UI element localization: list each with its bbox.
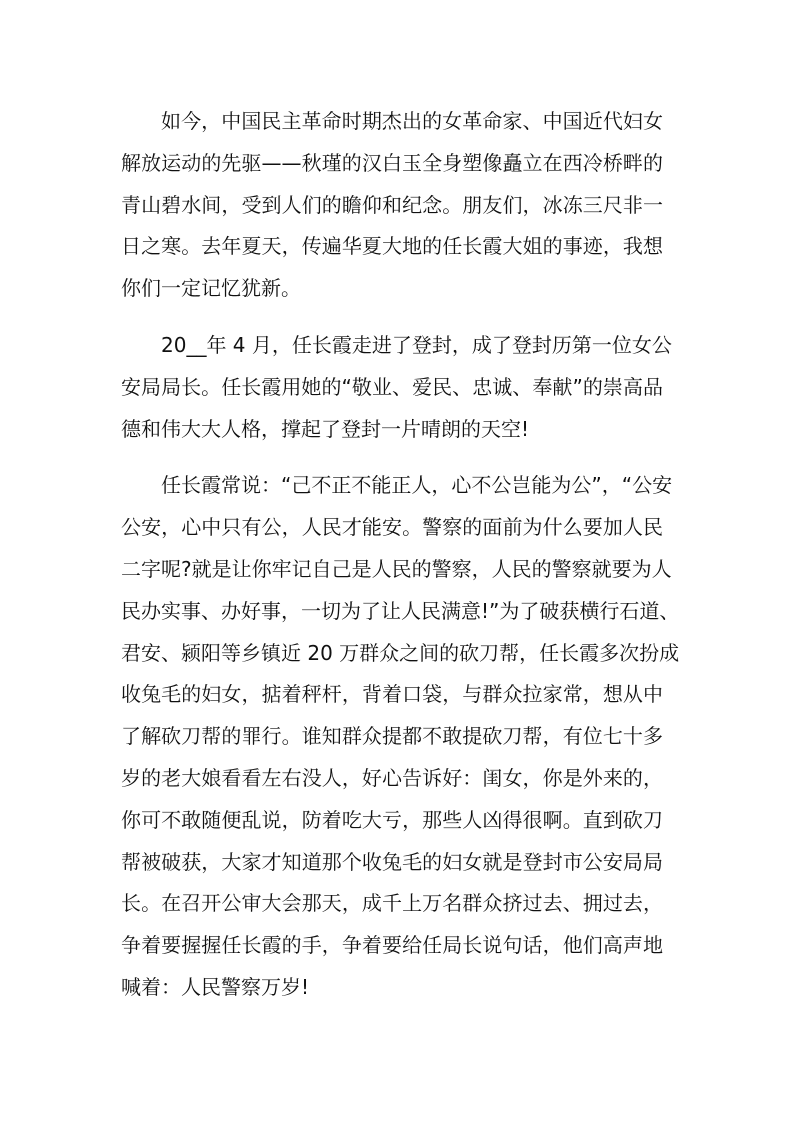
text-line: 德和伟大大人格，撑起了登封一片晴朗的天空! [121,416,530,441]
text-line: 青山碧水间，受到人们的瞻仰和纪念。朋友们，冰冻三尺非一 [121,192,663,217]
text-line: 二字呢?就是让你牢记自己是人民的警察，人民的警察就要为人 [121,556,672,581]
text-line: 20__年 4 月，任长霞走进了登封，成了登封历第一位女公 [161,332,672,357]
text-line: 你们一定记忆犹新。 [121,276,301,301]
paragraph-3 [121,465,680,1008]
text-line: 解放运动的先驱——秋瑾的汉白玉全身塑像矗立在西冷桥畔的 [121,150,663,175]
text-line: 公安，心中只有公，人民才能安。警察的面前为什么要加人民 [121,515,663,540]
document-body [121,101,680,1024]
text-line: 帮被破获，大家才知道那个收兔毛的妇女就是登封市公安局局 [121,849,663,874]
text-line: 岁的老大娘看看左右没人，好心告诉好：闺女，你是外来的， [121,765,663,790]
text-line: 收兔毛的妇女，掂着秤杆，背着口袋，与群众拉家常，想从中 [121,682,663,707]
text-line: 任长霞常说：“己不正不能正人，心不公岂能为公”，“公安 [161,473,673,498]
text-line: 喊着：人民警察万岁! [121,974,310,999]
paragraph-2 [121,325,672,450]
paragraph-1 [121,101,663,310]
text-line: 争着要握握任长霞的手，争着要给任局长说句话，他们高声地 [121,933,663,958]
text-line: 日之寒。去年夏天，传遍华夏大地的任长霞大姐的事迹，我想 [121,234,663,259]
text-line: 如今，中国民主革命时期杰出的女革命家、中国近代妇女 [161,109,663,133]
text-line: 安局局长。任长霞用她的“敬业、爱民、忠诚、奉献”的崇高品 [121,374,663,399]
text-line: 了解砍刀帮的罪行。谁知群众提都不敢提砍刀帮，有位七十多 [121,724,663,749]
text-line: 长。在召开公审大会那天，成千上万名群众挤过去、拥过去， [121,891,663,916]
text-line: 君安、颍阳等乡镇近 20 万群众之间的砍刀帮，任长霞多次扮成 [121,640,680,665]
text-line: 民办实事、办好事，一切为了让人民满意!”为了破获横行石道、 [121,598,680,623]
text-line: 你可不敢随便乱说，防着吃大亏，那些人凶得很啊。直到砍刀 [121,807,663,832]
